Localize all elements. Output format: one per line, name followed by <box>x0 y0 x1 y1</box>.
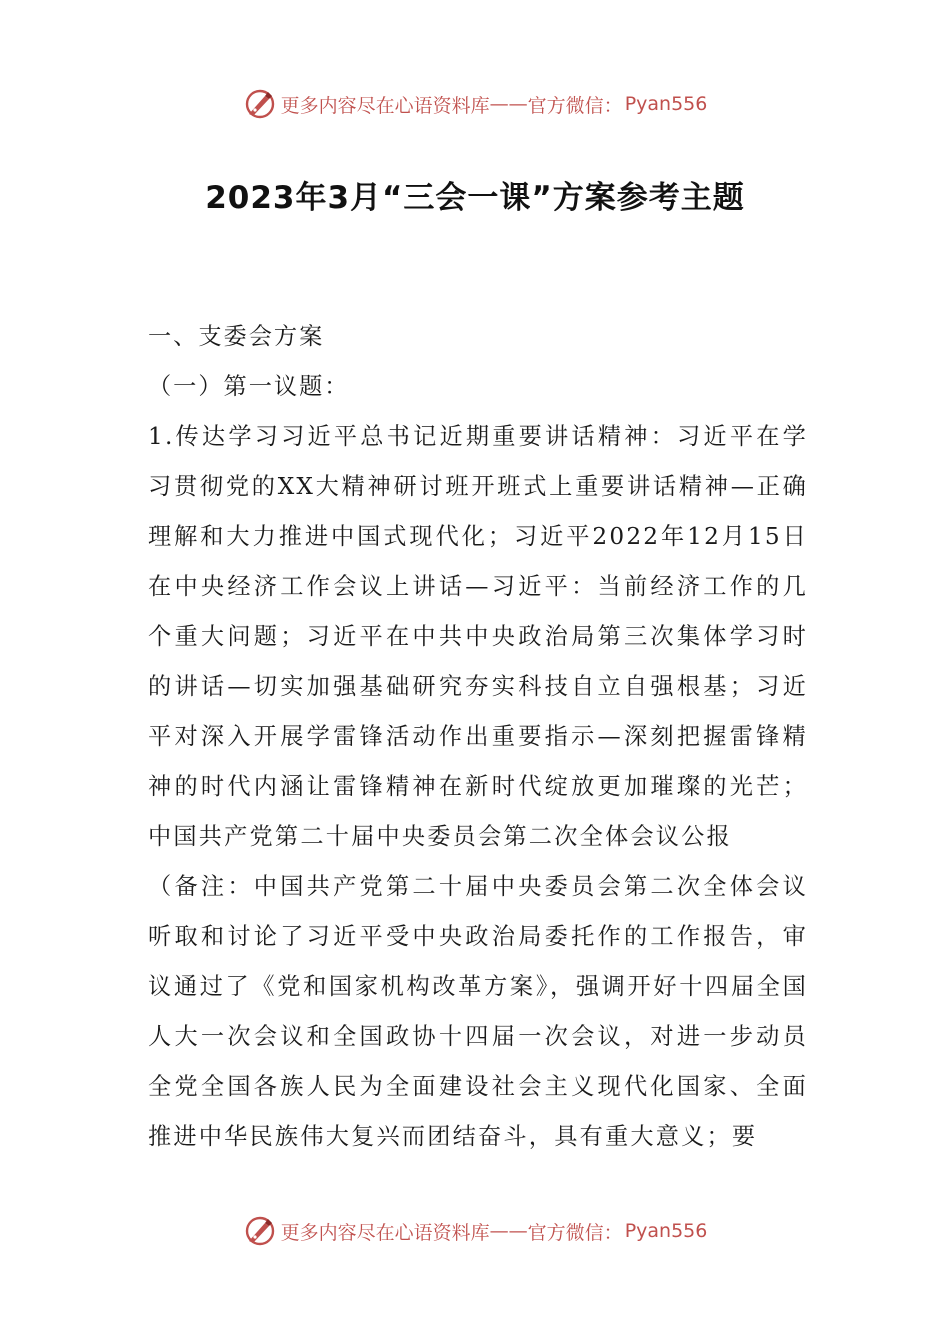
pen-logo-icon <box>243 87 277 121</box>
banner-official-label: 官方微信： <box>527 1221 623 1244</box>
banner-wechat-id: Pyan556 <box>624 1220 708 1242</box>
banner-wechat-id: Pyan556 <box>624 93 708 115</box>
document-title: 2023年3月“三会一课”方案参考主题 <box>205 180 745 216</box>
section-heading: 一、支委会方案 <box>148 323 325 350</box>
paragraph-1: 1.传达学习习近平总书记近期重要讲话精神：习近平在学习贯彻党的XX大精神研讨班开班式上重要讲话精神—正确理解和大力推进中国式现代化；习近平2022年12月15日在中央经济工作会议上讲话—习近平：当前经济工作的几个重大问题；习近平在中共中央政治局第三次集体学习时的讲话—切实加强基础研究夯实科技自立自强根基；习近平对深入开展学雷锋活动作出重要指示—深刻把握雷锋精神的时代内涵让雷锋精神在新时代绽放更加璀璨的光芒；中国共产党第二十届中央委员会第二次全体会议公报 <box>148 423 808 850</box>
document-body <box>148 312 808 1162</box>
footer-watermark-banner <box>0 1211 950 1251</box>
banner-official-label: 官方微信： <box>527 94 623 117</box>
paragraph-2: （备注：中国共产党第二十届中央委员会第二次全体会议听取和讨论了习近平受中央政治局委托作的工作报告，审议通过了《党和国家机构改革方案》，强调开好十四届全国人大一次会议和全国政协十四届一次会议，对进一步动员全党全国各族人民为全面建设社会主义现代化国家、全面推进中华民族伟大复兴而团结奋斗，具有重大意义；要 <box>148 873 808 1150</box>
banner-main-text: 更多内容尽在心语资料库 <box>280 94 490 117</box>
pen-logo-icon <box>243 1214 277 1248</box>
banner-main-text: 更多内容尽在心语资料库 <box>280 1221 490 1244</box>
header-watermark-banner <box>0 84 950 124</box>
sub-heading: （一）第一议题： <box>148 373 350 400</box>
banner-dash: —— <box>489 1220 528 1242</box>
banner-dash: —— <box>489 93 528 115</box>
